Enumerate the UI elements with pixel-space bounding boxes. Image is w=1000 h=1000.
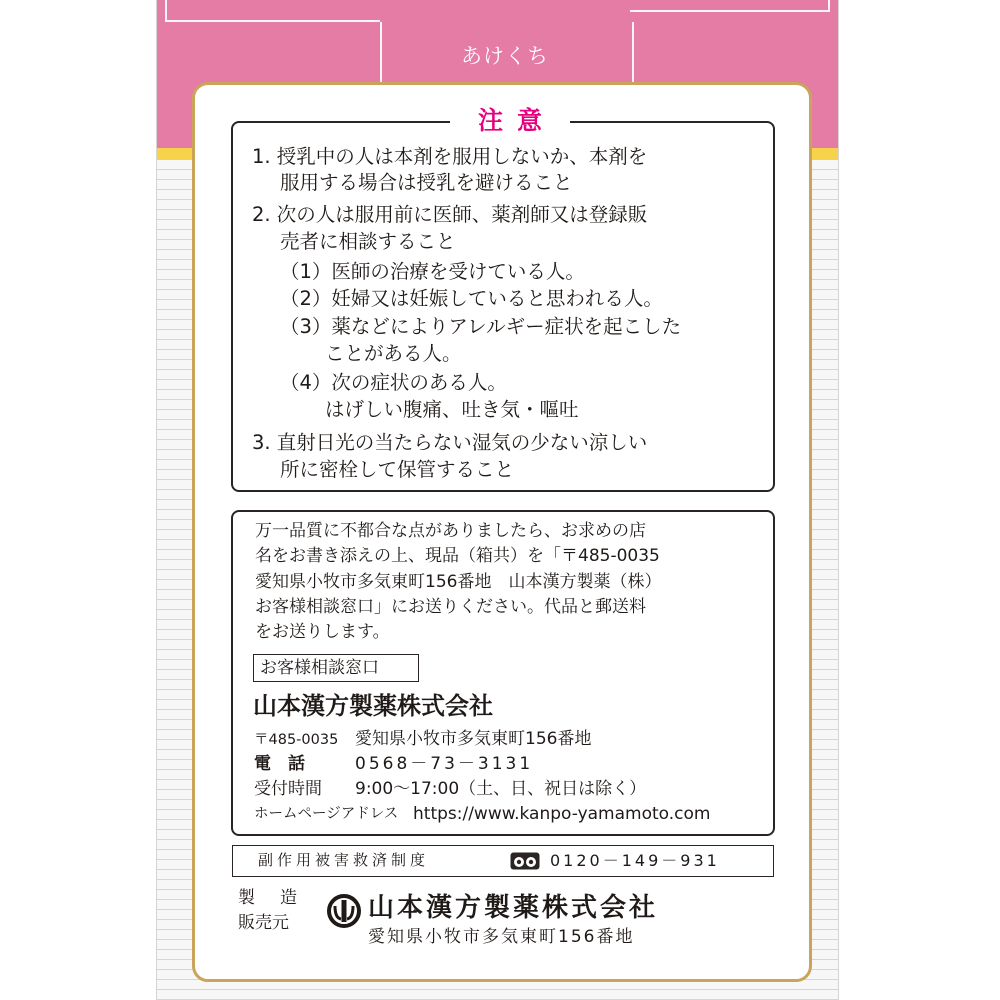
flap-line [828, 0, 830, 12]
contact-line: をお送りします。 [255, 622, 390, 642]
postal-code: 〒485-0035 [254, 732, 339, 748]
caution-line: 所に密栓して保管すること [280, 458, 515, 481]
flap-line [630, 10, 830, 12]
business-hours: 9:00～17:00（土、日、祝日は除く） [355, 779, 647, 799]
caution-line: （4）次の症状のある人。 [280, 371, 507, 394]
manufacturer-name: 山本漢方製薬株式会社 [368, 893, 659, 923]
caution-line: 服用する場合は授乳を避けること [280, 171, 573, 194]
relief-system-label: 副作用被害救済制度 [258, 851, 430, 869]
contact-address: 愛知県小牧市多気東町156番地 [355, 729, 592, 749]
caution-line: 3. 直射日光の当たらない湿気の少ない涼しい [252, 431, 648, 454]
contact-line: 名をお書き添えの上、現品（箱共）を「〒485-0035 [255, 546, 660, 566]
caution-line: 2. 次の人は服用前に医師、薬剤師又は登録販 [252, 203, 648, 226]
caution-line: 1. 授乳中の人は本剤を服用しないか、本剤を [252, 145, 648, 168]
contact-line: お客様相談窓口」にお送りください。代品と郵送料 [255, 597, 646, 617]
company-logo-icon [327, 894, 361, 928]
contact-line: 愛知県小牧市多気東町156番地 山本漢方製薬（株） [255, 572, 662, 592]
caution-line: 売者に相談すること [280, 230, 456, 253]
caution-line: はげしい腹痛、吐き気・嘔吐 [325, 398, 579, 421]
opening-tab-label: あけくち [461, 44, 549, 68]
relief-system-phone[interactable]: 0120－149－931 [550, 851, 720, 870]
caution-line: （3）薬などによりアレルギー症状を起こした [280, 315, 682, 338]
free-dial-icon [510, 852, 540, 870]
manufacturer-label-1: 製 造 [238, 888, 301, 908]
manufacturer-label-2: 販売元 [238, 913, 289, 933]
homepage-url[interactable]: https://www.kanpo-yamamoto.com [413, 804, 711, 824]
caution-title: 注意 [450, 104, 570, 138]
package-left-edge [148, 0, 157, 1000]
phone-number[interactable]: 0568－73－3131 [355, 754, 534, 774]
caution-line: （2）妊婦又は妊娠していると思われる人。 [280, 287, 663, 310]
phone-label: 電 話 [254, 754, 305, 774]
manufacturer-address: 愛知県小牧市多気東町156番地 [368, 927, 635, 947]
contact-line: 万一品質に不都合な点がありましたら、お求めの店 [255, 521, 646, 541]
contact-company-name: 山本漢方製薬株式会社 [253, 692, 493, 720]
consultation-label: お客様相談窓口 [253, 654, 419, 682]
caution-line: ことがある人。 [325, 342, 462, 365]
package-right-edge [838, 0, 853, 1000]
hours-label: 受付時間 [254, 779, 322, 799]
homepage-label: ホームページアドレス [254, 806, 399, 822]
caution-line: （1）医師の治療を受けている人。 [280, 260, 585, 283]
flap-line [165, 0, 167, 22]
flap-line [165, 20, 380, 22]
